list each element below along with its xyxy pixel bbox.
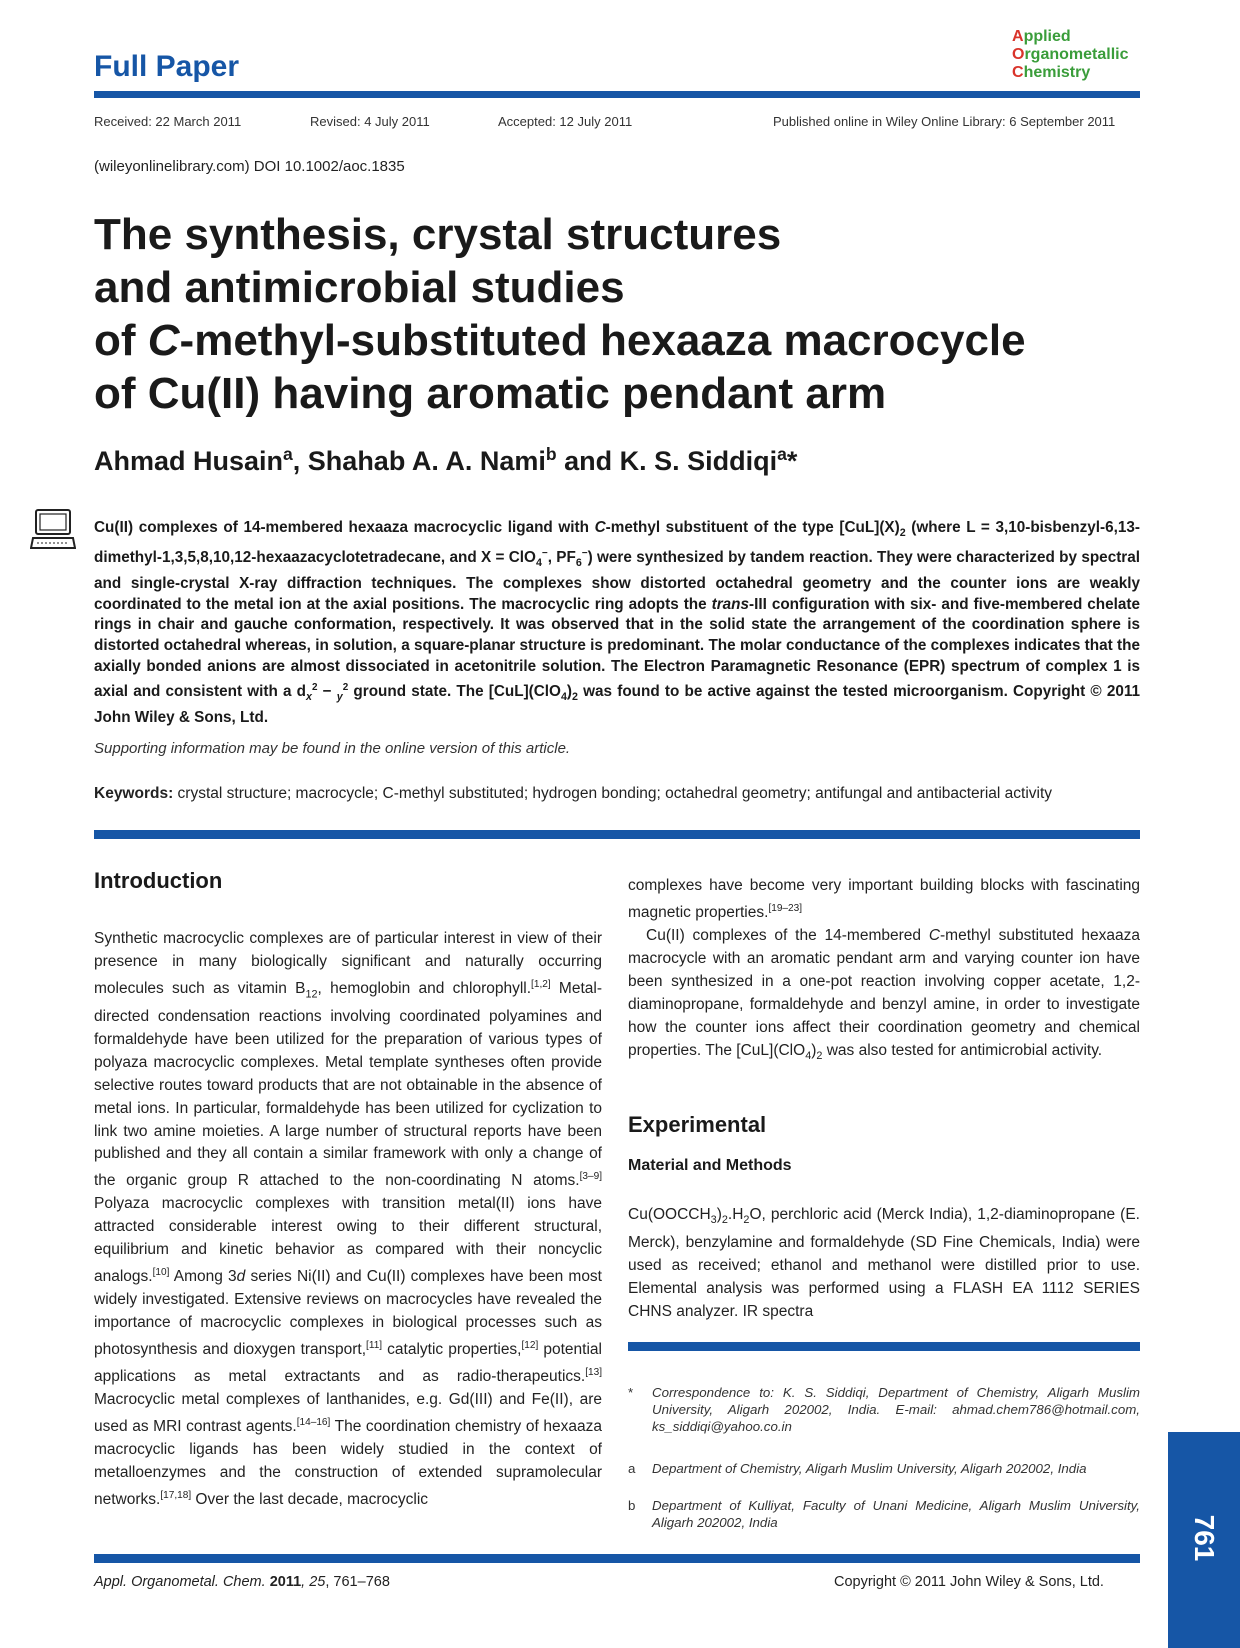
page-number-tab: [1168, 1432, 1240, 1648]
accepted-date: Accepted: 12 July 2011: [498, 114, 633, 129]
correspondence-footnote: * Correspondence to: K. S. Siddiqi, Department of Chemistry, Aligarh Muslim University, Aligarh 202002, India. E-mail: ahmad.chem786@hotmail.com, ks_siddiqi@yahoo.co.in: [628, 1385, 1140, 1434]
article-title: The synthesis, crystal structures and antimicrobial studies of C-methyl-substituted hexaaza macrocycle of Cu(II) having aromatic pendant arm: [94, 210, 1026, 418]
abstract: Cu(II) complexes of 14-membered hexaaza macrocyclic ligand with C-methyl substituent of the type $[CuL](X)_2$ (where L = 3,10-bisbenzyl-6,13-dimethyl-1,3,5,8,10,12-hexaazacyclotetradecane, and X = ClO$_4$−, $PF_6^-$) were synthesized by tandem reaction. They were characterized by spectral and single-crystal X-ray diffraction techniques. The complexes show distorted octahedral geometry and the counter ions are weakly coordinated to the metal ion at the axial positions. The macrocyclic ring adopts the trans-III configuration with six- and five-membered chelate rings in chair and gauche conformation, respectively. It was observed that in the solid state the arrangement of the coordination sphere is distorted octahedral whereas, in solution, a square-planar structure is predominant. The molar conductance of the complexes indicates that the axially bonded anions are almost dissociated in acetonitrile solution. The Electron Paramagnetic Resonance (EPR) spectrum of complex 1 is axial and consistent with a $d_x^2 - _y^2$ ground state. The $[CuL](ClO_4)_2$ was found to be active against the tested microorganism. Copyright © 2011 John Wiley & Sons, Ltd.: [94, 519, 1141, 726]
received-date: Received: 22 March 2011: [94, 114, 242, 129]
materials-subheading: Material and Methods: [628, 1157, 792, 1174]
journal-citation: Appl. Organometal. Chem. 2011, 25, 761–768: [94, 1574, 390, 1590]
introduction-heading: Introduction: [94, 868, 223, 893]
doi-line[interactable]: (wileyonlinelibrary.com) DOI 10.1002/aoc.1835: [94, 158, 405, 175]
footer-copyright: Copyright © 2011 John Wiley & Sons, Ltd.: [834, 1574, 1104, 1590]
journal-logo: Applied Organometallic Chemistry: [1012, 28, 1129, 81]
affiliation-b: b Department of Kulliyat, Faculty of Unani Medicine, Aligarh Muslim University, Aligarh 202002, India: [628, 1498, 1140, 1530]
introduction-body: Synthetic macrocyclic complexes are of particular interest in view of their presence in many biologically significant and naturally occurring molecules such as vitamin $B_{12}$, hemoglobin and chlorophyll.[1,2] Metal-directed condensation reactions involving coordinated polyamines and formaldehyde have been utilized for the preparation of various types of polyaza macrocyclic complexes. Metal template syntheses often provide selective routes toward products that are not obtainable in the absence of metal ions. In particular, formaldehyde has been utilized for cyclization to link two amine moieties. A large number of structural reports have been published and they all contain a similar framework with only a change of the organic group R attached to the non-coordinating N atoms.[3–9] Polyaza macrocyclic complexes with transition metal(II) ions have attracted considerable interest owing to their different structural, equilibrium and kinetic behavior as compared with their noncyclic analogs.[10] Among 3d series Ni(II) and Cu(II) complexes have been most widely investigated. Extensive reviews on macrocycles have revealed the importance of macrocyclic complexes in biological processes such as photosynthesis and dioxygen transport,[11] catalytic properties,[12] potential applications as metal extractants and as radio-therapeutics.[13] Macrocyclic metal complexes of lanthanides, e.g. Gd(III) and Fe(II), are used as MRI contrast agents.[14–16] The coordination chemistry of hexaaza macrocyclic ligands has been widely studied in the context of metalloenzymes and the construction of extended supramolecular networks.[17,18] Over the last decade, macrocyclic: [94, 930, 602, 1509]
author-list: Ahmad Husain$^a$, Shahab A. A. Nami$^b$ and K. S. Siddiqi$^a$*: [94, 444, 798, 476]
page-number: 761: [1189, 1514, 1220, 1562]
materials-body: $Cu(OOCCH_3)_2.H_2O$, perchloric acid (Merck India), 1,2-diaminopropane (E. Merck), benzylamine and formaldehyde (SD Fine Chemicals, India) were used as received; ethanol and methanol were distilled prior to use. Elemental analysis was performed using a FLASH EA 1112 SERIES CHNS analyzer. IR spectra: [628, 1206, 1140, 1320]
footnote-rule: [628, 1342, 1140, 1351]
published-date: Published online in Wiley Online Library: 6 September 2011: [773, 114, 1116, 129]
computer-icon: [30, 508, 76, 552]
keywords: Keywords: crystal structure; macrocycle; C-methyl substituted; hydrogen bonding; octahedral geometry; antifungal and antibacterial activity: [94, 785, 1053, 802]
abstract-rule: [94, 830, 1140, 839]
affiliation-a: a Department of Chemistry, Aligarh Muslim University, Aligarh 202002, India: [628, 1461, 1087, 1476]
header-rule: [94, 91, 1140, 98]
experimental-heading: Experimental: [628, 1112, 767, 1137]
introduction-body-continued: complexes have become very important building blocks with fascinating magnetic properties.[19–23] Cu(II) complexes of the 14-membered C-methyl substituted hexaaza macrocycle with an aromatic pendant arm and varying counter ion have been synthesized in a one-pot reaction involving copper acetate, 1,2-diaminopropane, formaldehyde and benzyl amine, in order to investigate how the counter ions affect their coordination geometry and chemical properties. The $[CuL](ClO_4)_2$ was also tested for antimicrobial activity.: [628, 877, 1140, 1062]
section-label: Full Paper: [94, 50, 240, 83]
supporting-info-note: Supporting information may be found in the online version of this article.: [94, 740, 571, 757]
footer-rule: [94, 1554, 1140, 1563]
revised-date: Revised: 4 July 2011: [310, 114, 430, 129]
